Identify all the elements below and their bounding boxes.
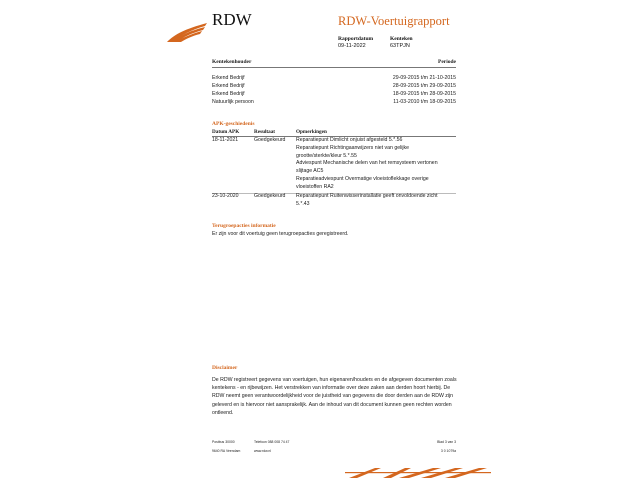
disclaimer-line: kentekens - en rijbewijzen. Het verstrekken van informatie over deze zaken aan derden hoort hierbij. De	[212, 385, 451, 392]
apk-date: 18-11-2021	[212, 137, 239, 143]
apk-remark-line: vloeistoffen RA2	[296, 183, 334, 190]
rdw-stripes-icon	[345, 466, 495, 480]
apk-col-result: Resultaat	[254, 129, 276, 135]
terugroep-text: Er zijn voor dit voertuig geen terugroepacties geregistreerd.	[212, 231, 349, 237]
footer-postbus: Postbus 30000	[212, 440, 235, 444]
holder-name: Erkend Bedrijf	[212, 91, 245, 97]
holder-name: Erkend Bedrijf	[212, 83, 245, 89]
apk-remarks	[296, 193, 456, 209]
terugroep-title: Terugroepacties informatie	[212, 223, 276, 229]
apk-remark-line: Adviespunt Mechanische delen van het remsysteem vertonen	[296, 160, 438, 167]
holder-period: 29-09-2015 t/m 21-10-2015	[392, 75, 456, 81]
disclaimer-line: geleverd en is hiervoor niet aansprakelijk. Aan de inhoud van dit document kunnen geen rechten worden	[212, 401, 452, 408]
logo-text: RDW	[212, 10, 252, 29]
apk-remark-line: Reparatiepunt Dimlicht onjuist afgesteld 5.*.56	[296, 137, 403, 143]
rapportdatum-value: 09-11-2022	[338, 43, 366, 49]
kentekenhouder-rule	[212, 67, 456, 68]
kenteken-label: Kenteken	[390, 36, 413, 42]
apk-result: Goedgekeurd	[254, 193, 286, 199]
disclaimer-text	[212, 376, 460, 417]
disclaimer-line: RDW neemt geen verantwoordelijkheid voor de juistheid van gegevens die door derden aan de RDW zijn	[212, 393, 454, 400]
apk-col-date: Datum APK	[212, 129, 240, 135]
footer-page-number: Blad 3 van 3	[437, 440, 456, 444]
apk-remark-line: grootte/sterkte/kleur 5.*.55	[296, 152, 357, 159]
rapportdatum-label: Rapportdatum	[338, 36, 374, 42]
disclaimer-line: ontleend.	[212, 409, 234, 416]
footer-telefoon: Telefoon 088 008 74 47	[254, 440, 290, 444]
apk-remarks	[296, 137, 456, 192]
apk-remark-line: Reparatieadviespunt Overmatige vloeistoflekkage overige	[296, 175, 429, 182]
apk-date: 23-10-2020	[212, 193, 239, 199]
kenteken-value: 63TPJN	[390, 43, 410, 49]
holder-period: 28-09-2015 t/m 29-09-2015	[392, 83, 456, 89]
holder-period: 18-09-2015 t/m 28-09-2015	[392, 91, 456, 97]
disclaimer-title: Disclaimer	[212, 365, 238, 371]
footer-code: 3 0 1079a	[440, 449, 456, 453]
apk-result: Goedgekeurd	[254, 137, 286, 143]
periode-label: Periode	[437, 59, 456, 65]
footer-postcode: 9640 RA Veendam	[212, 449, 241, 453]
apk-remark-line: Reparatiepunt Richtingaanwijzers niet van gelijke	[296, 144, 410, 151]
apk-remark-line: Reparatiepunt Ruitenwisserinstallatie geeft onvoldoende zicht	[296, 193, 438, 199]
disclaimer-line: De RDW registreert gegevens van voertuigen, hun eigenaren/houders en de afgegeven documenten zoals	[212, 377, 457, 383]
holder-name: Natuurlijk persoon	[212, 99, 254, 105]
holder-name: Erkend Bedrijf	[212, 75, 245, 81]
document-title: RDW-Voertuigrapport	[338, 14, 450, 28]
kentekenhouder-title: Kentekenhouder	[212, 59, 252, 65]
apk-remark-line: slijtage AC5	[296, 168, 324, 175]
apk-title: APK-geschiedenis	[212, 121, 255, 127]
apk-col-remarks: Opmerkingen	[296, 129, 327, 135]
apk-remark-line: 5.*.43	[296, 200, 310, 207]
holder-period: 11-03-2010 t/m 18-09-2015	[393, 99, 456, 105]
rdw-logo-icon	[165, 20, 209, 44]
footer-website[interactable]: www.rdw.nl	[254, 449, 271, 453]
